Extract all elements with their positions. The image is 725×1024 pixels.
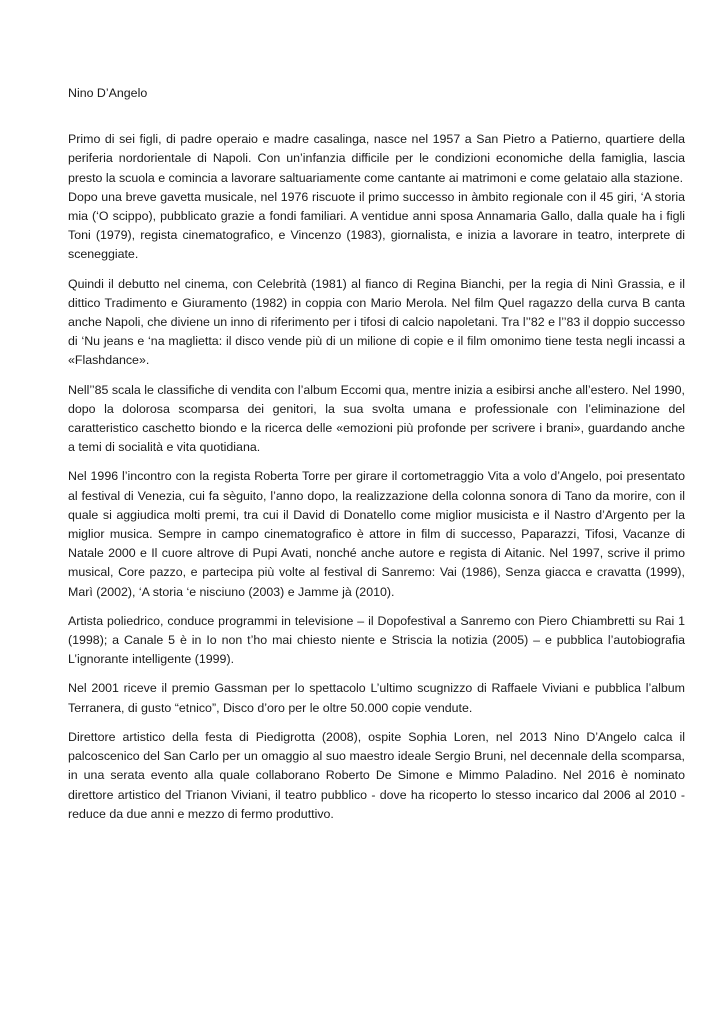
document-title: Nino D’Angelo (68, 86, 148, 100)
paragraph-cinema-debut: Quindi il debutto nel cinema, con Celebrità (1981) al fianco di Regina Bianchi, per la regia di Ninì Grassia, e il dittico Tradimento e Giuramento (1982) in coppia con Mario Merola. Nel film Quel ragazzo della curva B canta anche Napoli, che diviene un inno di riferimento per i tifosi di calcio napoletani. Tra l’’82 e l’’83 il doppio successo di ‘Nu jeans e ‘na maglietta: il disco vende più di un milione di copie e il film omonimo tiene testa negli incassi a «Flashdance». (68, 276, 685, 368)
paragraph-television: Artista poliedrico, conduce programmi in televisione – il Dopofestival a Sanremo con Piero Chiambretti su Rai 1 (1998); a Canale 5 è in Io non t’ho mai chiesto niente e Striscia la notizia (2005) – e pubblica l’autobiografia L’ignorante intelligente (1999). (68, 613, 685, 667)
paragraph-awards: Nel 2001 riceve il premio Gassman per lo spettacolo L’ultimo scugnizzo di Raffaele Viviani e pubblica l’album Terranera, di gusto “etnico”, Disco d’oro per le oltre 50.000 copie vendute. (68, 681, 685, 715)
paragraph-music-debut: Dopo una breve gavetta musicale, nel 1976 riscuote il primo successo in àmbito regionale con il 45 giri, ‘A storia mia (‘O scippo), pubblicato grazie a fondi familiari. A ventidue anni sposa Annamaria Gallo, dalla quale ha i figli Toni (1979), regista cinematografico, e Vincenzo (1983), giornalista, e inizia a lavorare in teatro, interprete di sceneggiate. (68, 189, 685, 262)
document-body (68, 84, 685, 824)
paragraph-early-life: Primo di sei figli, di padre operaio e madre casalinga, nasce nel 1957 a San Pietro a Patierno, quartiere della periferia nordorientale di Napoli. Con un’infanzia difficile per le condizioni economiche della famiglia, lascia presto la scuola e comincia a lavorare saltuariamente come cantante ai matrimoni e come gelataio alla stazione. (68, 132, 685, 185)
paragraph-artistic-direction: Direttore artistico della festa di Piedigrotta (2008), ospite Sophia Loren, nel 2013 Nino D’Angelo calca il palcoscenico del San Carlo per un omaggio al suo maestro ideale Sergio Bruni, nel decennale della scomparsa, in una serata evento alla quale collaborano Roberto De Simone e Mimmo Paladino. Nel 2016 è nominato direttore artistico del Trianon Viviani, il teatro pubblico - dove ha ricoperto lo stesso incarico dal 2006 al 2010 - reduce da due anni e mezzo di fermo produttivo. (68, 729, 685, 821)
paragraph-eighties-nineties: Nell’’85 scala le classifiche di vendita con l’album Eccomi qua, mentre inizia a esibirsi anche all’estero. Nel 1990, dopo la dolorosa scomparsa dei genitori, la sua svolta umana e professionale con l’eliminazione del caratteristico caschetto biondo e la ricerca delle «emozioni più profonde per scrivere i brani», guardando anche a temi di socialità e vita quotidiana. (68, 382, 685, 455)
paragraph-film-career: Nel 1996 l’incontro con la regista Roberta Torre per girare il cortometraggio Vita a volo d’Angelo, poi presentato al festival di Venezia, cui fa sèguito, l’anno dopo, la realizzazione della colonna sonora di Tano da morire, con il quale si aggiudica molti premi, tra cui il David di Donatello come miglior musicista e il Nastro d’Argento per la miglior musica. Sempre in campo cinematografico è attore in film di successo, Paparazzi, Tifosi, Vacanze di Natale 2000 e Il cuore altrove di Pupi Avati, nonché anche autore e regista di Aitanic. Nel 1997, scrive il primo musical, Core pazzo, e partecipa più volte al festival di Sanremo: Vai (1986), Senza giacca e cravatta (1999), Marì (2002), ‘A storia ‘e nisciuno (2003) e Jamme jà (2010). (68, 469, 685, 599)
